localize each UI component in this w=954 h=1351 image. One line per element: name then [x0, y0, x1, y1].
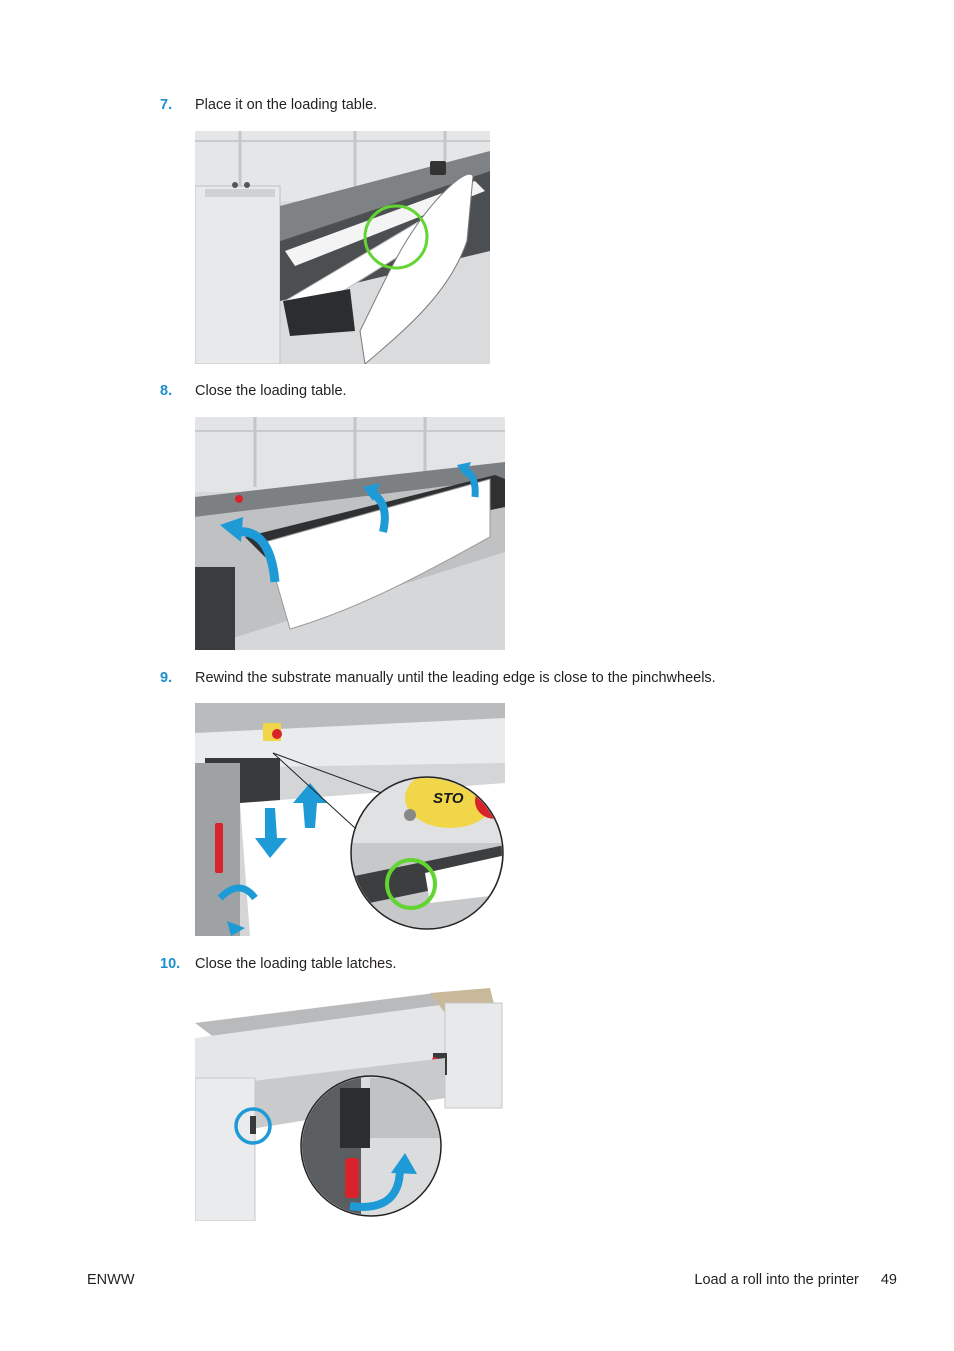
step-10	[160, 955, 397, 973]
step-7	[160, 96, 377, 114]
figure-place-roll	[195, 131, 490, 364]
figure-close-latches	[195, 988, 505, 1221]
step-8	[160, 382, 347, 400]
step-number: 10.	[160, 956, 181, 972]
step-text: Rewind the substrate manually until the leading edge is close to the pinchwheels.	[195, 670, 716, 686]
footer-right	[694, 1272, 897, 1288]
figure-rewind-substrate	[195, 703, 505, 936]
step-number: 7.	[160, 97, 173, 113]
step-number: 9.	[160, 670, 173, 686]
stop-label: STO	[433, 790, 464, 807]
footer-left-label: ENWW	[87, 1272, 135, 1288]
step-9	[160, 669, 716, 687]
step-number: 8.	[160, 383, 173, 399]
step-text: Close the loading table.	[195, 383, 347, 399]
page-number: 49	[880, 1272, 897, 1288]
footer-section-title: Load a roll into the printer	[694, 1272, 859, 1288]
figure-close-table	[195, 417, 505, 650]
step-text: Close the loading table latches.	[195, 956, 397, 972]
step-text: Place it on the loading table.	[195, 97, 378, 113]
